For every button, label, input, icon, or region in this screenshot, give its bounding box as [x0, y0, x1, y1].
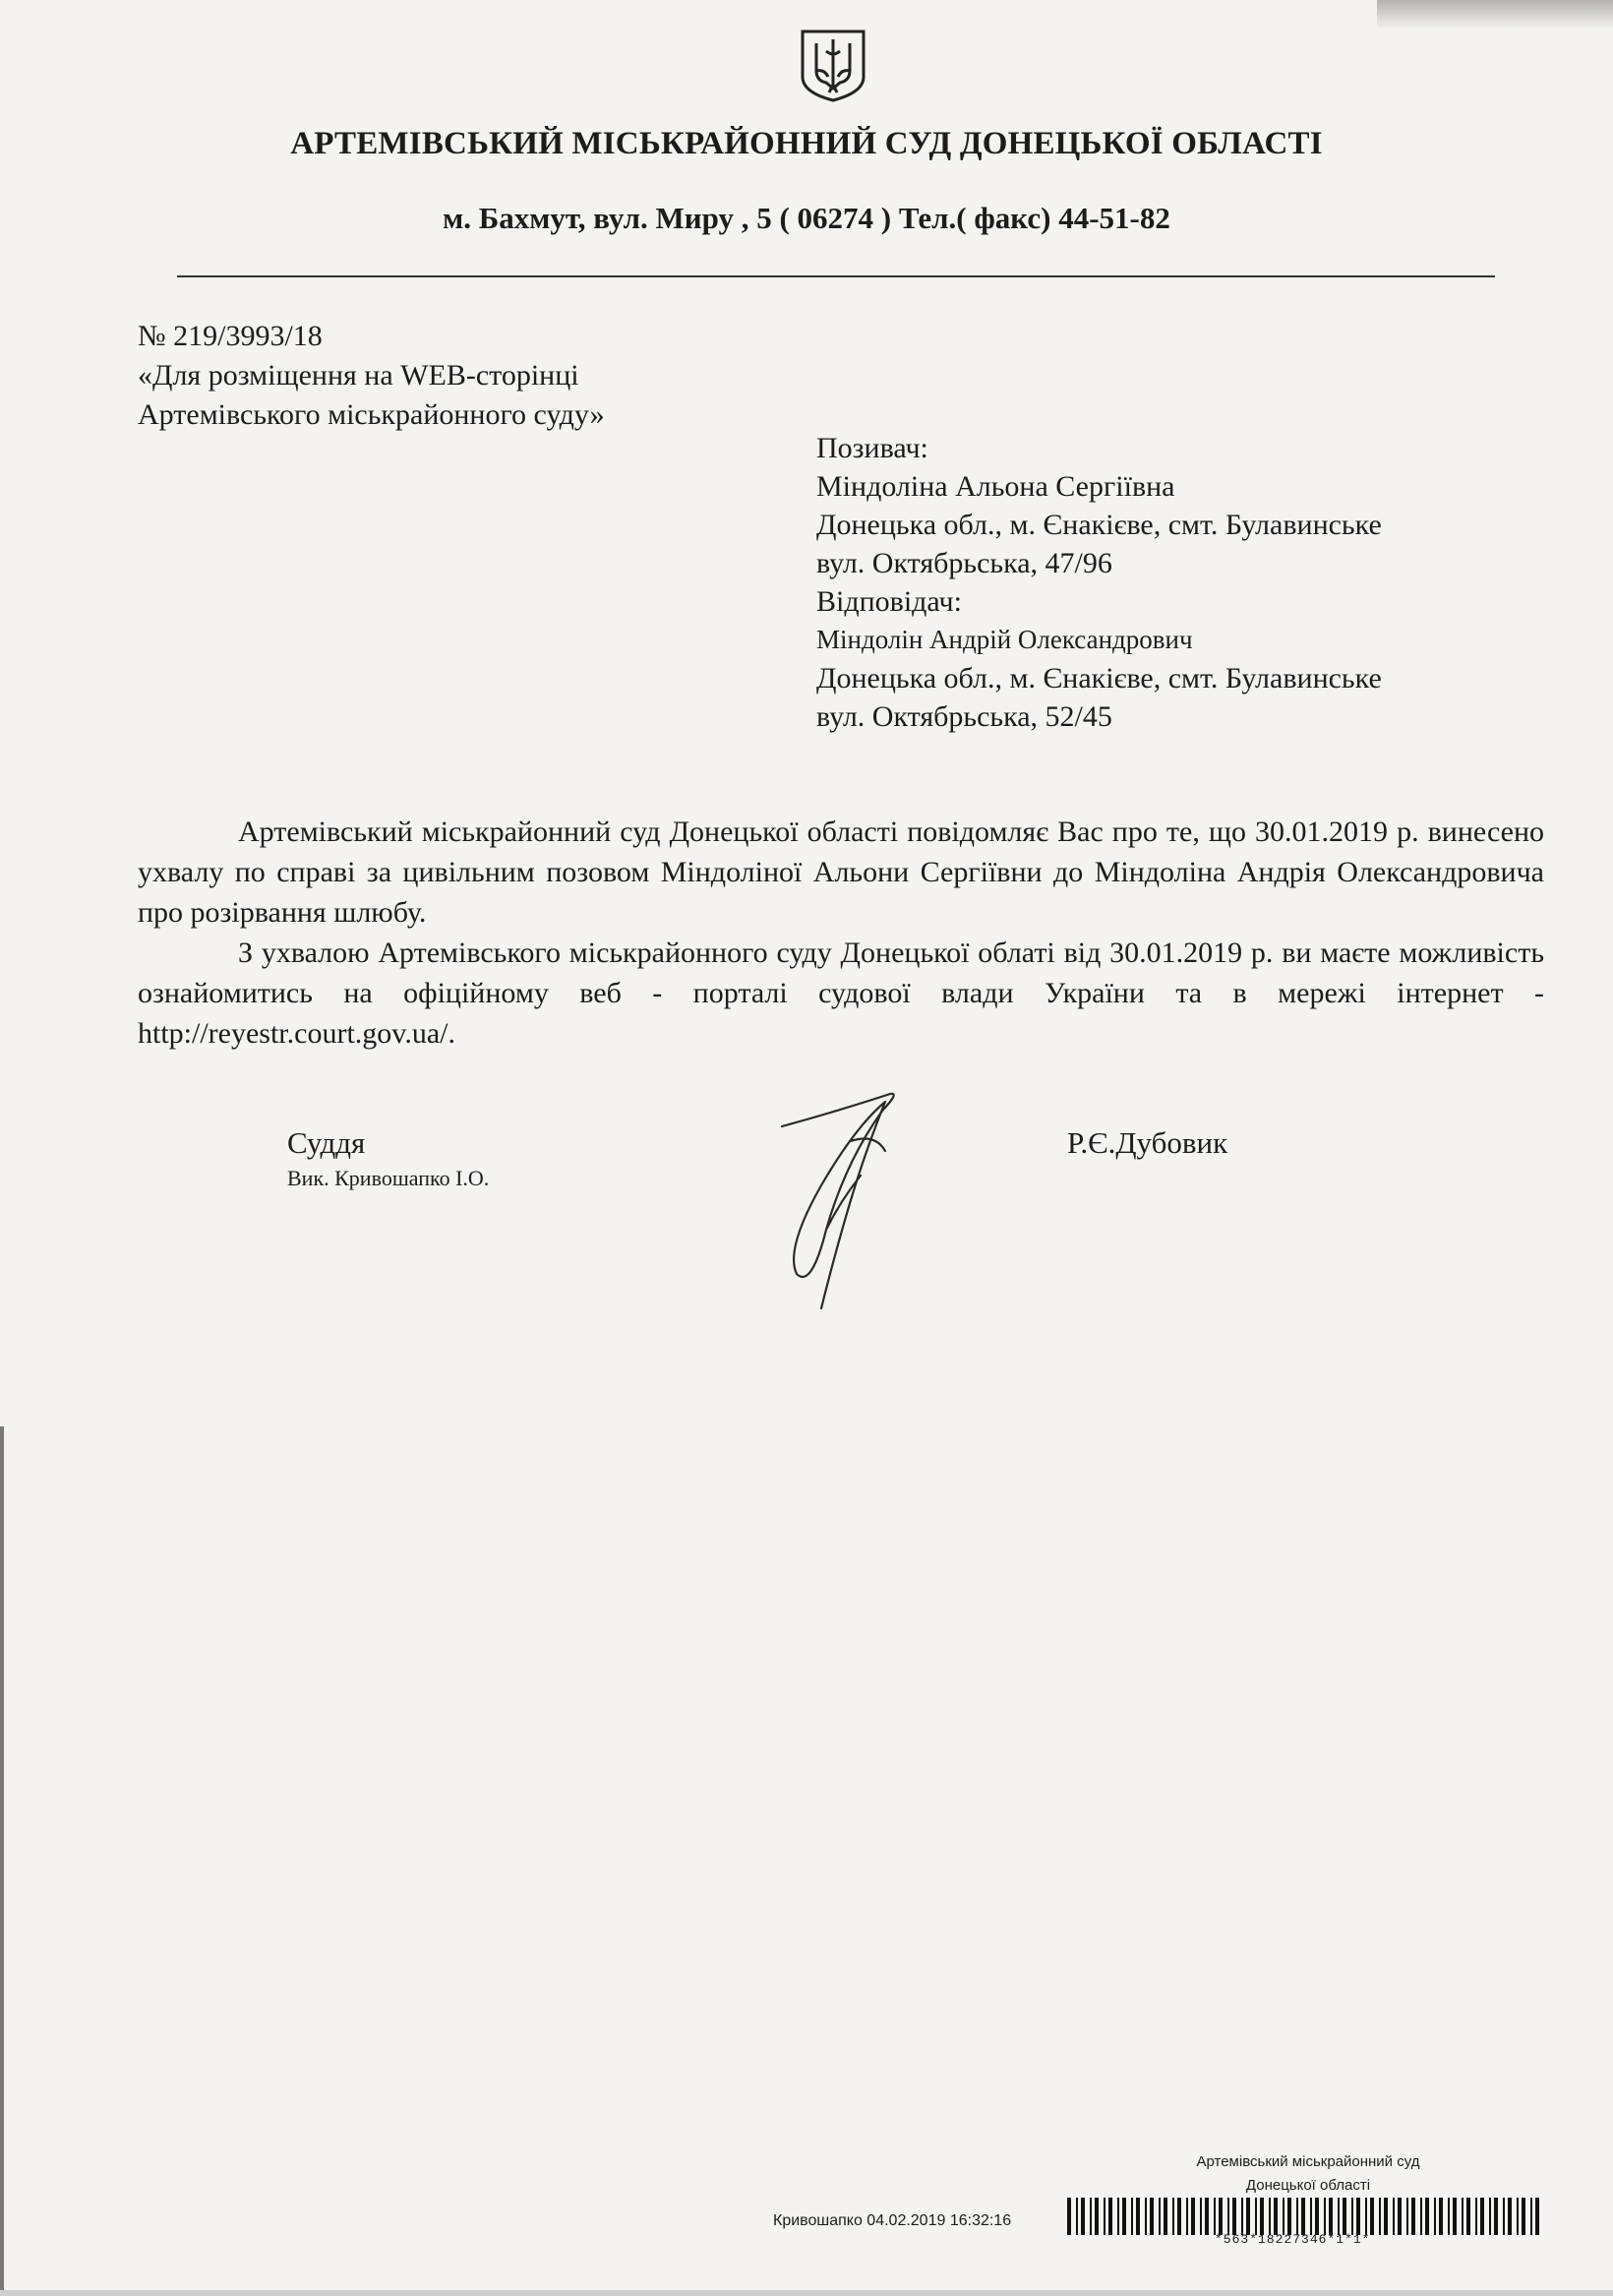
reference-block — [138, 317, 605, 435]
defendant-label: Відповідач: — [816, 585, 962, 618]
plaintiff-label: Позивач: — [816, 432, 928, 464]
scan-edge — [0, 1426, 4, 2296]
body-paragraph: З ухвалою Артемівського міськрайонного суду Донецької облаті від 30.01.2019 р. ви маєте можливість ознайомитись на офіційному веб - порталі судової влади України та в мережі інтернет - http://reyestr.court.gov.ua/. — [138, 937, 1544, 1050]
web-note-line: Артемівського міськрайонного суду» — [138, 398, 605, 431]
plaintiff-name: Міндоліна Альона Сергіївна — [816, 470, 1175, 503]
judge-name: Р.Є.Дубовик — [1067, 1125, 1228, 1160]
court-name: АРТЕМІВСЬКИЙ МІСЬКРАЙОННИЙ СУД ДОНЕЦЬКОЇ ОБЛАСТІ — [290, 126, 1323, 161]
handwritten-signature — [767, 1082, 925, 1318]
defendant-name: Міндолін Андрій Олександрович — [816, 625, 1193, 654]
scan-shadow — [1377, 0, 1613, 30]
judge-title: Суддя — [287, 1125, 366, 1160]
barcode-caption: *563*18227346*1*1* — [1215, 2232, 1371, 2247]
header-divider — [177, 275, 1495, 277]
body-paragraph: Артемівський міськрайонний суд Донецької області повідомляє Вас про те, що 30.01.2019 р. винесено ухвалу по справі за цивільним позовом Міндоліної Альони Сергіївни до Міндоліна Андрія Олександровича про розірвання шлюбу. — [138, 816, 1544, 929]
court-address: м. Бахмут, вул. Миру , 5 ( 06274 ) Тел.( факс) 44-51-82 — [443, 201, 1170, 235]
scan-edge — [0, 2290, 1613, 2296]
registration-stamp-court — [1106, 2150, 1510, 2198]
stamp-court-line: Донецької області — [1245, 2177, 1371, 2194]
case-number: № 219/3993/18 — [138, 320, 323, 352]
web-note-line: «Для розміщення на WEB-сторінці — [138, 359, 579, 392]
defendant-address: Донецька обл., м. Єнакієве, смт. Булавинське — [816, 662, 1382, 695]
registration-barcode — [1067, 2198, 1546, 2235]
plaintiff-address: Донецька обл., м. Єнакієве, смт. Булавинське — [816, 509, 1382, 541]
plaintiff-address: вул. Октябрьська, 47/96 — [816, 547, 1112, 579]
trident-coat-of-arms-icon — [797, 28, 869, 102]
letter-body — [138, 812, 1544, 1054]
stamp-court-line: Артемівський міськрайонний суд — [1196, 2153, 1420, 2170]
parties-block — [816, 429, 1382, 736]
defendant-address: вул. Октябрьська, 52/45 — [816, 700, 1112, 733]
executor-name: Вик. Кривошапко І.О. — [287, 1166, 490, 1190]
signature-block — [287, 1124, 489, 1191]
registration-timestamp: Кривошапко 04.02.2019 16:32:16 — [773, 2212, 1012, 2229]
